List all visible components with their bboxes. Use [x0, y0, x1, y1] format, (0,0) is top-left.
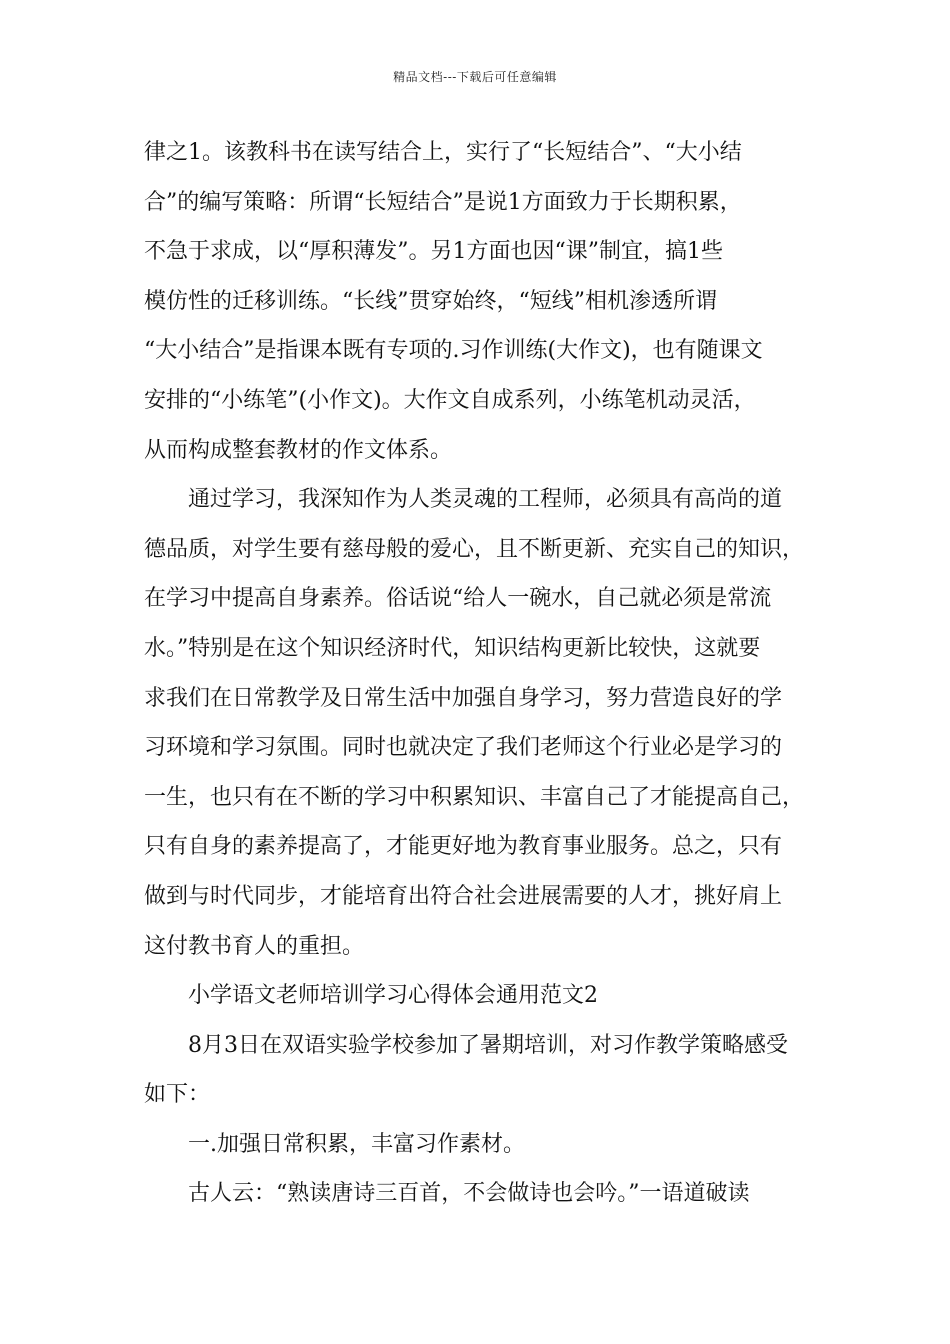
text-line: 小学语文老师培训学习心得体会通用范文2 [188, 983, 598, 1009]
text-line: 律之1。该教科书在读写结合上，实行了“长短结合”、“大小结 [144, 140, 742, 165]
text-line: 合”的编写策略：所谓“长短结合”是说1方面致力于长期积累， [144, 189, 742, 215]
text-line: 古人云：“熟读唐诗三百首，不会做诗也会吟。”一语道破读 [188, 1181, 750, 1207]
page-header: 精品文档---下载后可任意编辑 [393, 70, 557, 84]
document-body [144, 128, 814, 1219]
text-line: 8月3日在双语实验学校参加了暑期培训，对习作教学策略感受 [188, 1032, 788, 1058]
text-line: 德品质，对学生要有慈母般的爱心，且不断更新、充实自己的知识， [144, 536, 805, 562]
text-line: 模仿性的迁移训练。“长线”贯穿始终，“短线”相机渗透所谓 [144, 288, 717, 314]
text-line: 一.加强日常积累，丰富习作素材。 [188, 1131, 525, 1157]
text-line: 水。”特别是在这个知识经济时代，知识结构更新比较快，这就要 [144, 635, 761, 661]
text-line: 这付教书育人的重担。 [144, 933, 365, 959]
text-line: 如下： [144, 1082, 211, 1108]
text-line: 求我们在日常教学及日常生活中加强自身学习，努力营造良好的学 [144, 685, 783, 711]
text-line: 通过学习，我深知作为人类灵魂的工程师，必须具有高尚的道 [188, 487, 783, 513]
text-line: 习环境和学习氛围。同时也就决定了我们老师这个行业必是学习的 [144, 735, 783, 761]
text-line: 不急于求成，以“厚积薄发”。另1方面也因“课”制宜，搞1些 [144, 239, 723, 265]
text-line: 在学习中提高自身素养。俗话说“给人一碗水，自己就必须是常流 [144, 586, 772, 612]
text-line: “大小结合”是指课本既有专项的.习作训练(大作文)，也有随课文 [144, 338, 763, 364]
text-line: 做到与时代同步，才能培育出符合社会进展需要的人才，挑好肩上 [144, 883, 783, 909]
text-line: 只有自身的素养提高了，才能更好地为教育事业服务。总之，只有 [144, 834, 783, 860]
text-line: 一生，也只有在不断的学习中积累知识、丰富自己了才能提高自己， [144, 784, 805, 810]
text-line: 从而构成整套教材的作文体系。 [144, 437, 453, 463]
text-line: 安排的“小练笔”(小作文)。大作文自成系列，小练笔机动灵活， [144, 387, 756, 413]
